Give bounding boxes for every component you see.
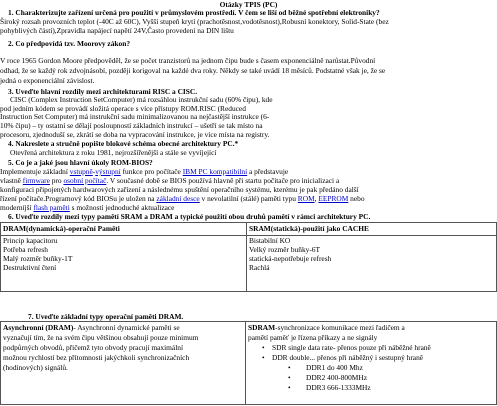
sram-dram-table xyxy=(0,222,497,292)
text-span: a představuje xyxy=(247,167,289,176)
sdr-bullet: SDR single data rate- přenos pouze při náběžné hraně xyxy=(272,343,431,352)
dram-row-4: Destruktivní čtení xyxy=(3,263,57,272)
link-osobni-pocitac[interactable]: osobní počítač xyxy=(63,176,107,185)
text-span: - xyxy=(92,167,96,176)
sdram-line-2: pamětí paměť je řízena příkazy a ne signály xyxy=(248,333,378,342)
sram-row-2: Velký rozměr buňky-6T xyxy=(249,245,321,254)
question-1-answer-line-2: pohyblivých částí),Zpravidla napájecí napětí 24V,Často provedení na DIN lištu xyxy=(0,26,234,35)
sdram-line-1 xyxy=(248,324,405,332)
question-3-answer-line-2: pod jedním kódem se provádí složitá operace s více přístupy ROM.RISC (Reduced xyxy=(0,104,246,113)
question-5-answer-line-5 xyxy=(0,204,174,212)
bullet-icon: • xyxy=(288,383,291,392)
bullet-icon: • xyxy=(288,373,291,382)
text-span: v nevolatilní (stálé) paměti typu xyxy=(199,194,298,203)
text-span: vlastně xyxy=(0,176,23,185)
asynchronni-line-5: (hodinových) signálů. xyxy=(3,363,68,372)
text-span: řízení počítače.Programový kód BIOSu je uložen na xyxy=(0,194,157,203)
text-span: Implementuje základní xyxy=(0,167,70,176)
sdram-title: SDRAM xyxy=(248,323,276,332)
question-5-heading: 5. Co je a jaké jsou hlavní úkoly ROM-BIOS? xyxy=(8,158,153,167)
dram-row-1: Princip kapacitoru xyxy=(3,236,58,245)
page-title: Otázky TPIS (PC) xyxy=(219,0,278,9)
ddr2-item: DDR2 400-800MHz xyxy=(306,373,367,382)
bullet-icon: • xyxy=(288,363,291,372)
question-7-heading: 7. Uveďte základní typy operační paměti DRAM. xyxy=(28,312,184,321)
question-4-answer-line-1: Otevřená architektura z roku 1981, nejrozšířenější a stále se vyvíjející xyxy=(10,148,217,157)
text-span: funkce pro počítače xyxy=(120,167,183,176)
bullet-icon: • xyxy=(262,343,265,352)
question-2-heading: 2. Co předpovídá tzv. Moorovy zákon? xyxy=(8,39,131,48)
sram-column-header: SRAM(statická)-použití jako CACHE xyxy=(249,224,369,233)
text-span: nebo xyxy=(348,194,365,203)
question-3-answer-line-4: 10% čipu) – ty ostatní se dělají posloupností základních instrukcí – ušetří se tak místo na xyxy=(0,121,263,130)
ddr3-item: DDR3 666-1333MHz xyxy=(306,383,371,392)
question-3-heading: 3. Uveďte hlavní rozdíly mezi architekturami RISC a CISC. xyxy=(8,87,198,96)
text-span: moderníjší xyxy=(0,203,34,212)
asynchronni-line-1 xyxy=(3,324,180,332)
asynchronni-line-3: podpůrných obvodů, přičemž tyto obvody pracují maximální xyxy=(3,343,184,352)
dram-row-2: Potřeba refresh xyxy=(3,245,48,254)
link-eeprom[interactable]: EEPROM xyxy=(318,194,349,203)
sram-row-4: Rachlá xyxy=(249,263,270,272)
asynchronni-line-4: možnou rychlostí bez přítomnosti jakýchkoli synchronizačních xyxy=(3,353,190,362)
column-divider xyxy=(246,223,247,291)
link-ibm-pc-kompatibilni[interactable]: IBM PC kompatibilní xyxy=(182,167,248,176)
question-3-answer-line-5: procesoru, zjednoduší se, zkrátí se doba na vypracování instrukce, je více místa na registry. xyxy=(0,130,270,139)
dram-column-header: DRAM(dynamická)-operační Paměti xyxy=(3,224,120,233)
asynchronni-line-2: vyznačují tím, že na svém čipu většinou obsahují pouze minimum xyxy=(3,333,199,342)
text-span: -synchronizace komunikace mezi řadičem a xyxy=(275,323,405,332)
ddr-bullet: DDR double... přenos při náběžný i sestupný hraně xyxy=(272,353,424,362)
link-vstupne[interactable]: vstupně xyxy=(69,167,93,176)
dram-row-3: Malý rozměr buňky-1T xyxy=(3,254,73,263)
question-5-answer-line-2 xyxy=(0,177,339,185)
question-2-answer-line-2: odhad, že se každý rok zdvojnásobí, později korigoval na každé dva roky. Někdy se také uvádí 18 měsíců. Podstatné však je, že se xyxy=(0,66,386,75)
question-5-answer-line-4 xyxy=(0,195,365,203)
question-3-answer-line-1: CISC (Complex Instruction SetComputer) má rozsáhlou instrukční sadu (60% čipu), kde xyxy=(10,95,273,104)
sram-row-3: statická-nepotřebuje refresh xyxy=(249,254,332,263)
question-3-answer-line-3: Instruction Set Computer) má instrukční sadu minimalizovanou na nejčastější instrukce (6- xyxy=(0,112,270,121)
question-5-answer-line-1 xyxy=(0,168,288,176)
question-2-answer-line-3: jedná o exponenciální závislost. xyxy=(0,76,95,85)
text-span: pro xyxy=(49,176,64,185)
text-span: , xyxy=(314,194,319,203)
link-vystupni[interactable]: výstupní xyxy=(95,167,121,176)
text-span: . V současné době se BIOS používá hlavně při startu počítače pro inicializaci a xyxy=(106,176,340,185)
question-1-heading: 1. Charakterizujte zařízení určená pro použití v průmyslovém prostředí. V čem se liší od běžné spotřební elektroniky? xyxy=(8,8,380,17)
question-5-answer-line-3: konfiguraci připojených hardwarových zařízení a následnému spuštění operačního systému, kterému je pak předáno další xyxy=(0,185,359,194)
question-1-answer-line-1: Široký rozsah provozních teplot (-40C až 60C), Vyšší stupeň krytí (prachotěsnost,vodotěsnost),Robusní konektory, Solid-State (bez xyxy=(0,17,389,26)
link-zakladni-deska[interactable]: základní desce xyxy=(156,194,200,203)
sram-row-1: Bistabilní KO xyxy=(249,236,291,245)
question-4-heading: 4. Nakreslete a stručně popište blokové schéma obecné architektury PC.* xyxy=(8,139,239,148)
link-firmware[interactable]: firmware xyxy=(22,176,50,185)
text-span: s možností jednoduché aktualizace xyxy=(69,203,175,212)
link-flash-pameti[interactable]: flash paměti xyxy=(33,203,70,212)
question-2-answer-line-1: V roce 1965 Gordon Moore předpověděl, že se počet tranzistorů na jednom čipu bude s časem exponenciálně narůstat.Původní xyxy=(0,56,376,65)
link-rom[interactable]: ROM xyxy=(297,194,315,203)
column-divider xyxy=(245,322,246,404)
dram-types-table xyxy=(0,321,497,405)
ddr1-item: DDR1 do 400 Mhz xyxy=(306,363,363,372)
bullet-icon: • xyxy=(262,353,265,362)
question-6-heading: 6. Uveďte rozdíly mezi typy pamětí SRAM a DRAM a typické použití obou druhů pamětí v rámci architektury PC. xyxy=(8,212,371,221)
asynchronni-title: Asynchronní (DRAM) xyxy=(3,323,74,332)
text-span: - Asynchronní dynamické paměti se xyxy=(73,323,180,332)
